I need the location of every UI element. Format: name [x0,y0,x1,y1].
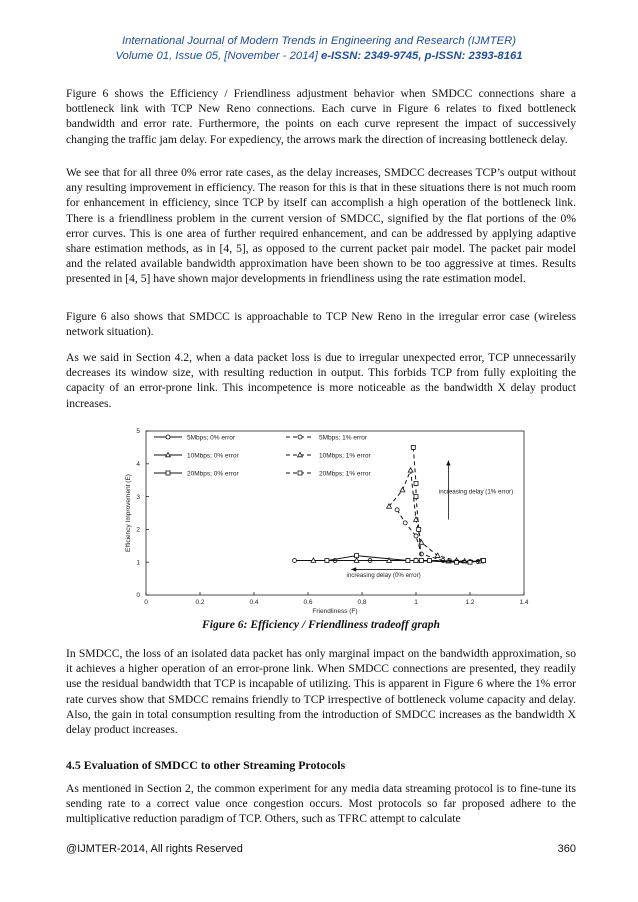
paragraph-3 [66,309,576,339]
section-heading: 4.5 Evaluation of SMDCC to other Streaming Protocols [66,758,346,772]
legend-label: 5Mbps; 0% error [187,434,236,442]
y-tick-label: 2 [136,526,140,534]
legend-label: 20Mbps; 1% error [319,470,371,478]
series-4-point [414,559,418,563]
paragraph-text: We see that for all three 0% error rate cases, as the delay increases, SMDCC decreases TCP’s output without any resulting improvement in efficiency. The reason for this is that in these situations there is not much room for enhancement in efficiency, since TCP by itself can accomplish a high operation of the bottleneck link. There is a friendliness problem in the current version of SMDCC, signified by the flat portions of the 0% error curves. This is one area of further required enhancement, and can be addressed by applying adaptive share estimation methods, as in [4, 5], as opposed to the current packet pair model. The packet pair model and the related available bandwidth approximation have been shown to be too aggressive at times. Results presented in [4, 5] have shown major developments in friendliness using the rate estimation model. [66,166,576,286]
series-3-point [400,487,405,491]
paragraph-text: In SMDCC, the loss of an isolated data packet has only marginal impact on the bandwidth approximation, so it achieves a higher operation of an error-prone link. When SMDCC connections are presented, they readily use the residual bandwidth that TCP is incapable of utilizing. This is apparent in Figure 6 where the 1% error rate curves show that SMDCC remains friendly to TCP irrespective of bottleneck volume capacity and delay. Also, the gain in total consumption resulting from the introduction of SMDCC increases as the bandwidth X delay product increases. [66,647,576,737]
paragraph-6 [66,781,576,827]
x-tick-label: 0.4 [249,599,259,606]
x-tick-label: 0.6 [303,599,313,606]
page-footer [66,843,576,855]
legend-label: 5Mbps; 1% error [319,434,368,442]
annotation-0-error: increasing delay (0% error) [346,571,421,579]
y-tick-label: 0 [136,592,140,600]
y-tick-label: 5 [136,428,140,436]
legend-marker [298,471,302,475]
efficiency-friendliness-chart [112,423,542,619]
x-tick-label: 1.4 [519,599,529,606]
legend-marker [298,435,302,439]
legend-marker [166,471,170,475]
legend-label: 10Mbps; 1% error [319,452,371,460]
paragraph-4 [66,350,576,411]
series-4-point [325,559,329,563]
series-line-3 [389,470,457,560]
series-1-point [395,508,399,512]
series-5-point [428,559,432,563]
journal-title: International Journal of Modern Trends in Engineering and Research (IJMTER) [121,35,517,47]
x-tick-label: 1.2 [465,599,475,606]
paragraph-2 [66,165,576,287]
series-5-point [411,445,415,449]
x-axis-label: Friendliness (F) [312,608,358,615]
series-5-point [482,559,486,563]
paragraph-text: Figure 6 also shows that SMDCC is approachable to TCP New Reno in the irregular error case (wireless network situation). [66,310,576,339]
legend-label: 10Mbps; 0% error [187,452,239,460]
paragraph-text: As we said in Section 4.2, when a data packet loss is due to irregular unexpected error, TCP unnecessarily decreases its window size, with resulting reduction in output. This forbids TCP from fully exploiting the capacity of an error-prone link. This incompetence is more noticeable as the bandwidth X delay product increases. [66,351,576,410]
series-1-point [414,534,418,538]
y-axis-label: Efficiency Improvement (E) [125,474,132,552]
page-number: 360 [557,843,576,855]
y-tick-label: 1 [136,559,140,567]
series-5-point [414,495,418,499]
journal-issue [54,49,584,64]
series-5-point [419,559,423,563]
y-tick-label: 3 [136,493,140,501]
paragraph-text: As mentioned in Section 2, the common experiment for any media data streaming protocol is to fine-tune its sending rate to a correct value once congestion occurs. Most protocols so far proposed adhere to the multiplicative reduction paradigm of TCP. Others, such as TFRC attempt to calculate [66,782,576,826]
paragraph-text: Figure 6 shows the Efficiency / Friendliness adjustment behavior when SMDCC connections share a bottleneck link with TCP New Reno connections. Each curve in Figure 6 relates to fixed bottleneck bandwidth and error rate. Furthermore, the points on each curve represent the impact of successively changing the traffic jam delay. For expediency, the arrows mark the direction of increasing bottleneck delay. [66,87,576,146]
paragraph-1 [66,86,576,147]
series-4-point [406,559,410,563]
legend-marker [166,435,170,439]
journal-header [54,34,584,64]
series-3-point [408,468,413,472]
series-1-point [403,521,407,525]
delay-arrow-up-head [446,461,450,466]
series-4-point [355,554,359,558]
annotation-1-error: increasing delay (1% error) [438,488,514,496]
series-5-point [417,527,421,531]
series-5-point [414,481,418,485]
x-tick-label: 1 [414,599,418,606]
x-tick-label: 0 [144,599,148,606]
issn-info: e-ISSN: 2349-9745, p-ISSN: 2393-8161 [320,50,523,62]
y-tick-label: 4 [136,461,140,468]
issue-info: Volume 01, Issue 05, [November - 2014] [115,50,318,62]
delay-arrow-head [351,567,356,571]
series-line-1 [397,510,470,562]
x-tick-label: 0.2 [195,599,205,606]
figure-caption: Figure 6: Efficiency / Friendliness tradeoff graph [202,618,440,631]
legend-label: 20Mbps; 0% error [187,470,239,478]
copyright-text: @IJMTER-2014, All rights Reserved [66,843,243,855]
x-tick-label: 0.8 [357,599,367,606]
series-0-point [293,559,297,563]
paragraph-5 [66,646,576,737]
